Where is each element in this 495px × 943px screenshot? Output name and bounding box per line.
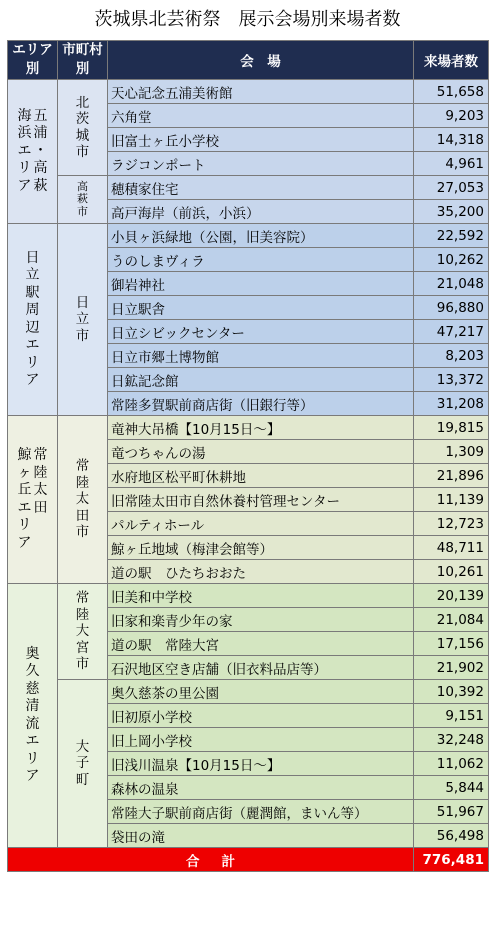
venue-cell: 旧常陸太田市自然休養村管理センター (108, 488, 414, 512)
venue-cell: 旧家和楽青少年の家 (108, 608, 414, 632)
count-cell: 51,658 (414, 80, 489, 104)
total-count: 776,481 (414, 848, 489, 872)
count-cell: 12,723 (414, 512, 489, 536)
venue-cell: うのしまヴィラ (108, 248, 414, 272)
area-cell: 日 立 駅 周 辺 エ リ ア (8, 224, 58, 416)
venue-cell: 高戸海岸（前浜，小浜） (108, 200, 414, 224)
count-cell: 47,217 (414, 320, 489, 344)
count-cell: 48,711 (414, 536, 489, 560)
venue-cell: 竜神大吊橋【10月15日～】 (108, 416, 414, 440)
table-row (8, 416, 489, 440)
venue-cell: 常陸多賀駅前商店街（旧銀行等） (108, 392, 414, 416)
count-cell: 19,815 (414, 416, 489, 440)
venue-cell: 天心記念五浦美術館 (108, 80, 414, 104)
venue-cell: 日立市郷土博物館 (108, 344, 414, 368)
venue-cell: 竜つちゃんの湯 (108, 440, 414, 464)
venue-cell: 小貝ヶ浜緑地（公園，旧美容院） (108, 224, 414, 248)
count-cell: 14,318 (414, 128, 489, 152)
count-cell: 21,896 (414, 464, 489, 488)
count-cell: 35,200 (414, 200, 489, 224)
count-cell: 21,084 (414, 608, 489, 632)
count-cell: 56,498 (414, 824, 489, 848)
venue-cell: 水府地区松平町休耕地 (108, 464, 414, 488)
count-cell: 10,262 (414, 248, 489, 272)
venue-cell: 日立シビックセンター (108, 320, 414, 344)
venue-cell: ラジコンポート (108, 152, 414, 176)
venue-cell: 御岩神社 (108, 272, 414, 296)
header-venue: 会 場 (108, 41, 414, 80)
count-cell: 31,208 (414, 392, 489, 416)
count-cell: 21,902 (414, 656, 489, 680)
header-area: エリア別 (8, 41, 58, 80)
table-row (8, 224, 489, 248)
venue-cell: 旧浅川温泉【10月15日～】 (108, 752, 414, 776)
table-row (8, 176, 489, 200)
count-cell: 10,261 (414, 560, 489, 584)
count-cell: 17,156 (414, 632, 489, 656)
venue-cell: 六角堂 (108, 104, 414, 128)
venue-cell: 石沢地区空き店舗（旧衣料品店等） (108, 656, 414, 680)
venue-cell: 旧初原小学校 (108, 704, 414, 728)
total-row (8, 848, 489, 872)
count-cell: 8,203 (414, 344, 489, 368)
count-cell: 4,961 (414, 152, 489, 176)
header-municipality: 市町村別 (58, 41, 108, 80)
venue-cell: 日鉱記念館 (108, 368, 414, 392)
table-row (8, 80, 489, 104)
count-cell: 13,372 (414, 368, 489, 392)
municipality-cell: 大 子 町 (58, 680, 108, 848)
area-cell: 奥 久 慈 清 流 エ リ ア (8, 584, 58, 848)
count-cell: 32,248 (414, 728, 489, 752)
count-cell: 96,880 (414, 296, 489, 320)
attendance-table (7, 40, 489, 872)
area-cell: 五 浦 ・ 高 萩 海 浜 エ リ ア (8, 80, 58, 224)
count-cell: 11,139 (414, 488, 489, 512)
count-cell: 20,139 (414, 584, 489, 608)
count-cell: 22,592 (414, 224, 489, 248)
header-count: 来場者数 (414, 41, 489, 80)
venue-cell: 常陸大子駅前商店街（麗潤館，まいん等） (108, 800, 414, 824)
count-cell: 9,203 (414, 104, 489, 128)
total-label: 合計 (8, 848, 414, 872)
municipality-cell: 常 陸 太 田 市 (58, 416, 108, 584)
venue-cell: 旧富士ヶ丘小学校 (108, 128, 414, 152)
venue-cell: 森林の温泉 (108, 776, 414, 800)
venue-cell: 穂積家住宅 (108, 176, 414, 200)
municipality-cell: 日 立 市 (58, 224, 108, 416)
venue-cell: 日立駅舎 (108, 296, 414, 320)
table-row (8, 584, 489, 608)
table-row (8, 680, 489, 704)
count-cell: 51,967 (414, 800, 489, 824)
municipality-cell: 常 陸 大 宮 市 (58, 584, 108, 680)
venue-cell: 道の駅 常陸大宮 (108, 632, 414, 656)
venue-cell: 旧美和中学校 (108, 584, 414, 608)
count-cell: 5,844 (414, 776, 489, 800)
count-cell: 10,392 (414, 680, 489, 704)
count-cell: 11,062 (414, 752, 489, 776)
venue-cell: パルティホール (108, 512, 414, 536)
count-cell: 27,053 (414, 176, 489, 200)
count-cell: 21,048 (414, 272, 489, 296)
table-header-row (8, 41, 489, 80)
page-title: 茨城県北芸術祭 展示会場別来場者数 (94, 9, 401, 30)
count-cell: 1,309 (414, 440, 489, 464)
count-cell: 9,151 (414, 704, 489, 728)
venue-cell: 道の駅 ひたちおおた (108, 560, 414, 584)
municipality-cell: 北 茨 城 市 (58, 80, 108, 176)
venue-cell: 鯨ヶ丘地域（梅津会館等） (108, 536, 414, 560)
area-cell: 常 陸 太 田 鯨 ヶ 丘 エ リ ア (8, 416, 58, 584)
municipality-cell: 高 萩 市 (58, 176, 108, 224)
venue-cell: 旧上岡小学校 (108, 728, 414, 752)
venue-cell: 袋田の滝 (108, 824, 414, 848)
venue-cell: 奥久慈茶の里公園 (108, 680, 414, 704)
